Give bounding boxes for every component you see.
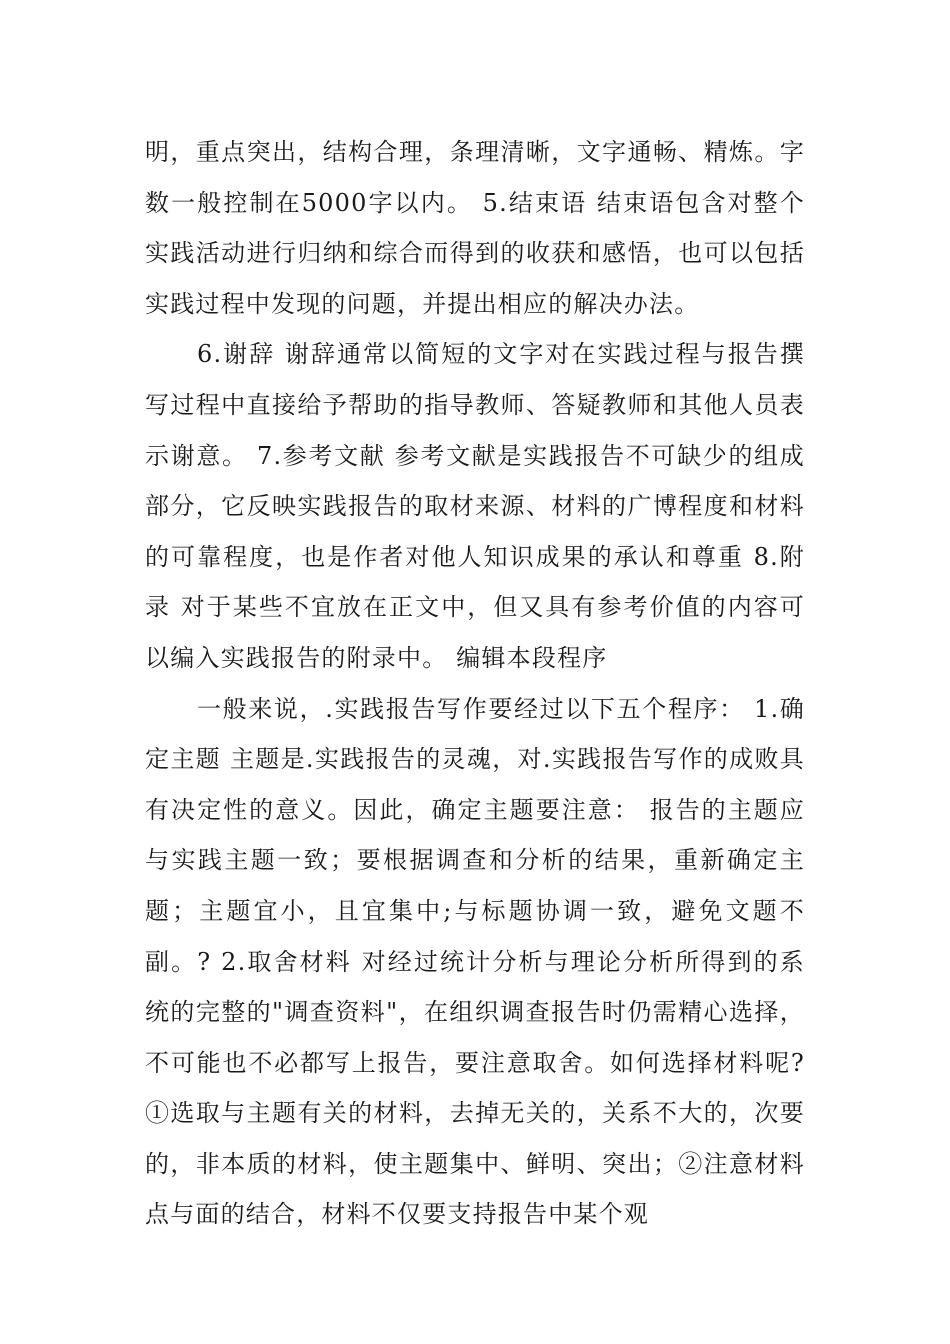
document-page: [145, 127, 805, 1240]
paragraph-acknowledgement: 6.谢辞 谢辞通常以简短的文字对在实践过程与报告撰写过程中直接给予帮助的指导教师、答疑教师和其他人员表示谢意。 7.参考文献 参考文献是实践报告不可缺少的组成部分，它反映实践报告的取材来源、材料的广博程度和材料的可靠程度，也是作者对他人知识成果的承认和尊重 8.附录 对于某些不宜放在正文中，但又具有参考价值的内容可以编入实践报告的附录中。 编辑本段程序: [145, 340, 805, 672]
paragraph-conclusion: 明，重点突出，结构合理，条理清晰，文字通畅、精炼。字数一般控制在5000字以内。 5.结束语 结束语包含对整个实践活动进行归纳和综合而得到的收获和感悟，也可以包括实践过程中发现的问题，并提出相应的解决办法。: [145, 138, 805, 318]
paragraph-procedure: 一般来说，.实践报告写作要经过以下五个程序： 1.确定主题 主题是.实践报告的灵魂，对.实践报告写作的成败具有决定性的意义。因此，确定主题要注意： 报告的主题应与实践主题一致；要根据调查和分析的结果，重新确定主题；主题宜小，且宜集中;与标题协调一致，避免文题不副。? 2.取舍材料 对经过统计分析与理论分析所得到的系统的完整的"调查资料"，在组织调查报告时仍需精心选择，不可能也不必都写上报告，要注意取舍。如何选择材料呢? ①选取与主题有关的材料，去掉无关的，关系不大的，次要的，非本质的材料，使主题集中、鲜明、突出；②注意材料点与面的结合，材料不仅要支持报告中某个观: [145, 694, 805, 1229]
